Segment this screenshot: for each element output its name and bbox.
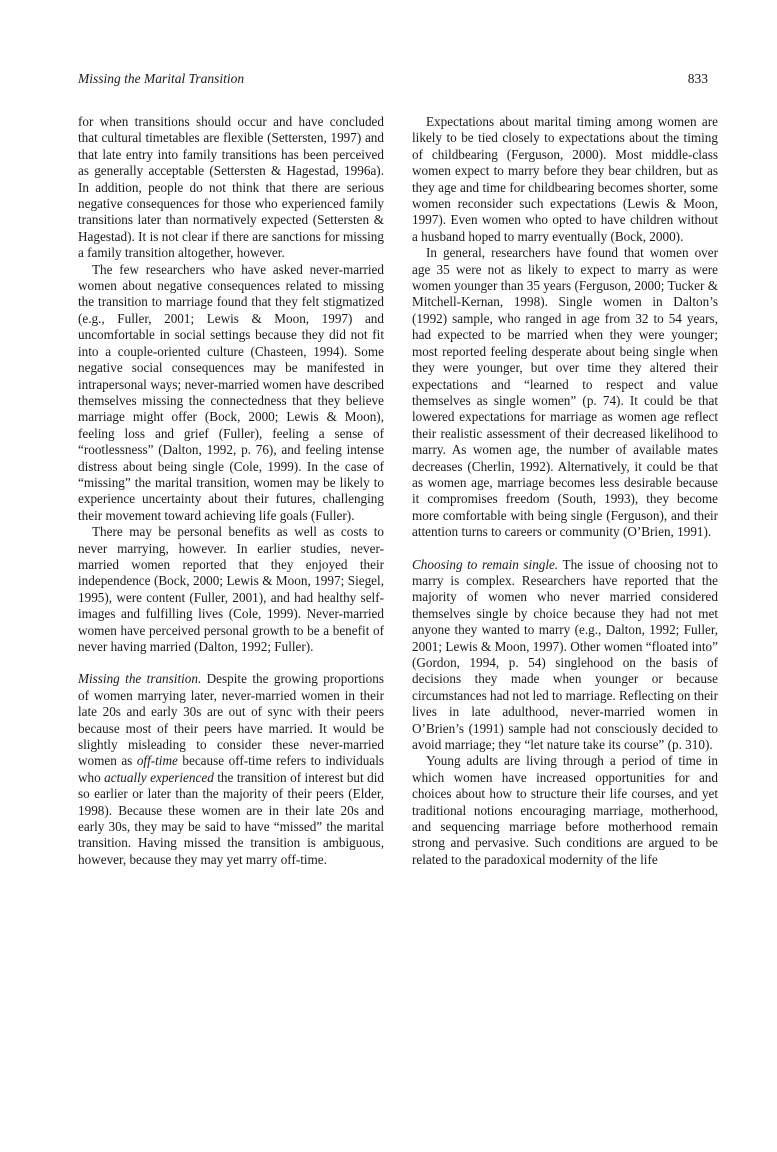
- text-run: Despite the growing proportions of women marrying later, never-married women in their late 20s and early 30s are out of sync with their peers because most of their peers have married. It would be slightly misleading to consider these never-married women as: [78, 671, 385, 769]
- running-title: Missing the Marital Transition: [78, 71, 245, 86]
- emphasis: off-time: [136, 753, 178, 769]
- text-run: the transition of interest but did so earlier or later than the majority of their peers (Elder, 1998). Because these women are in their late 20s and early 30s, they may be said to have “missed” the marital transition. Having missed the transition is ambiguous, however, because they may yet marry off-time.: [78, 769, 384, 867]
- section-paragraph-missing-transition: [78, 671, 384, 868]
- section-heading: Choosing to remain single.: [412, 556, 559, 572]
- section-heading: Missing the transition.: [78, 671, 202, 687]
- running-head: [78, 71, 708, 91]
- paragraph: Expectations about marital timing among women are likely to be tied closely to expectations about the timing of childbearing (Ferguson, 2000). Most middle-class women expect to marry before they bear children, but as they age and time for childbearing becomes shorter, some women reconsider such expectations (Lewis & Moon, 1997). Even women who opted to have children without a husband hoped to marry eventually (Bock, 2000).: [412, 114, 718, 244]
- paragraph: for when transitions should occur and have concluded that cultural timetables are flexible (Settersten, 1997) and that late entry into family transitions has been perceived as generally acceptable (Settersten & Hagestad, 1996a). In addition, people do not think that there are serious negative consequences for those who experienced family transitions later than normatively expected (Settersten & Hagestad). It is not clear if there are sanctions for missing a family transition altogether, however.: [78, 114, 384, 261]
- page-number: 833: [687, 71, 708, 86]
- section-paragraph-choosing-single: [412, 557, 718, 754]
- paragraph: Young adults are living through a period of time in which women have increased opportunities for and choices about how to structure their life courses, and yet traditional notions encouraging marriage, motherhood, and sequencing marriage before motherhood remain strong and pervasive. Such conditions are argued to be related to the paradoxical modernity of the life: [412, 753, 718, 867]
- paragraph: The few researchers who have asked never-married women about negative consequences related to missing the transition to marriage found that they felt stigmatized (e.g., Fuller, 2001; Lewis & Moon, 1997) and uncomfortable in social settings because they did not fit into a couple-oriented culture (Chasteen, 1994). Some negative social consequences may be manifested in intrapersonal ways; never-married women have described themselves missing the connectedness that they believe marriage might offer (Bock, 2000; Lewis & Moon), feeling loss and grief (Fuller), feeling a sense of “rootlessness” (Dalton, 1992, p. 76), and feeling intense distress about being single (Cole, 1999). In the case of “missing” the marital transition, women may be likely to experience uncertainty about their futures, challenging their movement toward achieving life goals (Fuller).: [78, 261, 384, 523]
- text-run: The issue of choosing not to marry is complex. Researchers have reported that the majority of women who never married considered themselves single by choice because they had not met anyone they wanted to marry (e.g., Dalton, 1992; Fuller, 2001; Lewis & Moon, 1997). Other women “floated into” (Gordon, 1994, p. 54) singlehood on the basis of decisions they made when younger or because circumstances had not led to marriage. Reflecting on their lives in late adulthood, never-married women in O’Brien’s (1991) sample had not consciously decided to avoid marriage; they “let nature take its course” (p. 310).: [412, 556, 718, 753]
- emphasis: actually experienced: [104, 769, 214, 785]
- left-column: [78, 114, 384, 868]
- paragraph: In general, researchers have found that women over age 35 were not as likely to expect to marry as were women younger than 35 years (Ferguson, 2000; Tucker & Mitchell-Kernan, 1998). Single women in Dalton’s (1992) sample, who ranged in age from 32 to 54 years, had expected to be married when they were younger; most reported feeling desperate about being single when they were younger, but over time they altered their expectations and “learned to respect and value themselves as single women” (p. 74). It could be that lowered expectations for marriage as women age reflect their realistic assessment of their decreased likelihood to marry. As women age, the number of available mates decreases (Cherlin, 1992). Alternatively, it could be that as women age, marriage becomes less desirable because it compromises freedom (South, 1993), they become more comfortable with being single (Ferguson), and their attention turns to careers or community (O’Brien, 1991).: [412, 245, 718, 540]
- text-run: because off-time refers to individuals who: [78, 753, 384, 785]
- paragraph: There may be personal benefits as well as costs to never marrying, however. In earlier studies, never-married women reported that they enjoyed their independence (Bock, 2000; Lewis & Moon, 1997; Siegel, 1995), were content (Fuller, 2001), and had healthy self-images and fulfilling lives (Cole, 1999). Never-married women have perceived personal growth to be a benefit of never having married (Dalton, 1992; Fuller).: [78, 524, 384, 654]
- right-column: [412, 114, 718, 868]
